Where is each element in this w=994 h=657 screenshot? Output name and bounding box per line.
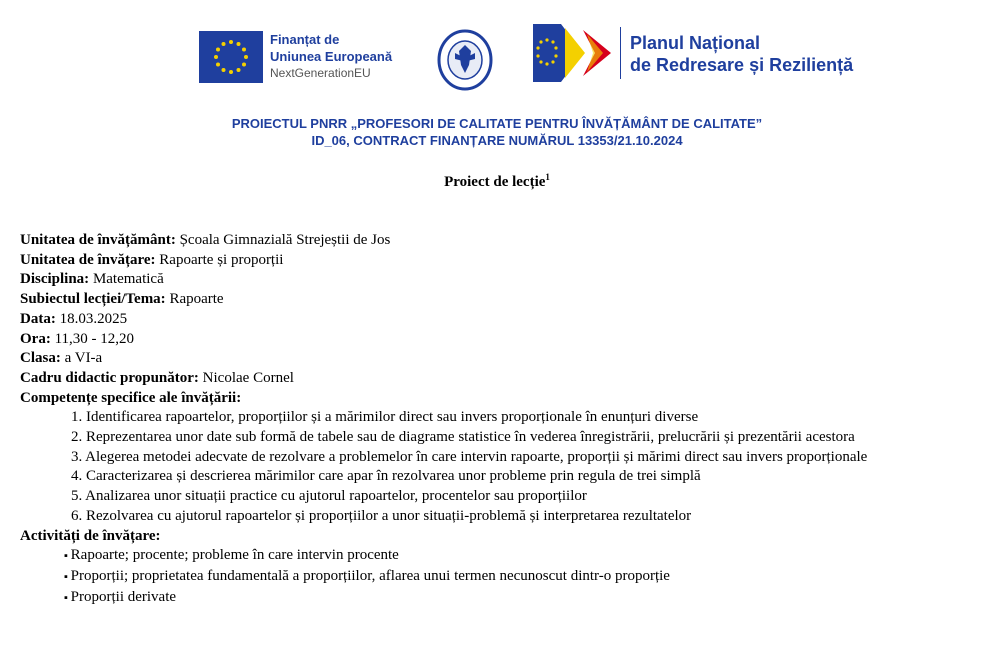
field-label: Ora:	[20, 330, 51, 347]
eu-line2: Uniunea Europeană	[270, 49, 393, 64]
activity-item: ▪ Proporții derivate	[20, 588, 980, 609]
competency-item: 3. Alegerea metodei adecvate de rezolvare a problemelor în care intervin rapoarte, proporții și mărimi direct sau invers proporționale	[71, 448, 868, 465]
eu-line3: NextGenerationEU	[270, 66, 371, 80]
field-label: Unitatea de învățare:	[20, 251, 156, 268]
header-logos	[0, 0, 994, 100]
project-line1: PROIECTUL PNRR „PROFESORI DE CALITATE PENTRU ÎNVĂȚĂMÂNT DE CALITATE”	[231, 116, 763, 131]
field-subject	[20, 290, 980, 310]
competency-item: 1. Identificarea rapoartelor, proporțiilor și a mărimilor direct sau invers proporționale în enunțuri diverse	[71, 409, 699, 426]
field-value: Rapoarte	[165, 291, 224, 308]
field-value: Rapoarte și proporții	[155, 251, 284, 268]
competencies-list	[20, 408, 980, 526]
project-line2: ID_06, CONTRACT FINANȚARE NUMĂRUL 13353/21.10.2024	[311, 133, 683, 148]
field-label: Data:	[20, 310, 56, 327]
field-label: Subiectul lecției/Tema:	[20, 291, 166, 308]
field-class	[20, 349, 980, 369]
field-value: Matematică	[89, 271, 164, 288]
competency-item: 6. Rezolvarea cu ajutorul rapoartelor și proporțiilor a unor situații-problemă și interpretarea rezultatelor	[71, 507, 692, 524]
field-date	[20, 310, 980, 330]
field-label: Clasa:	[20, 350, 61, 367]
competency-item: 2. Reprezentarea unor date sub formă de tabele sau de diagrame statistice în vederea înregistrării, prelucrării și prezentării acestora	[71, 429, 855, 446]
competencies-heading: Competențe specifice ale învățării:	[20, 389, 242, 406]
field-school	[20, 231, 980, 251]
activity-item: ▪ Proporții; proprietatea fundamentală a proporțiilor, aflarea unui termen necunoscut dintr-o proporție	[20, 567, 980, 588]
field-discipline	[20, 270, 980, 290]
government-seal-icon	[437, 29, 493, 91]
pnrr-logo-icon	[533, 24, 618, 82]
field-value: a VI-a	[60, 350, 103, 367]
field-label: Disciplina:	[20, 271, 90, 288]
competency-item: 4. Caracterizarea și descrierea mărimilor care apar în rezolvarea unor probleme prin regula de trei simplă	[71, 468, 701, 485]
project-title	[0, 115, 994, 149]
field-unit	[20, 251, 980, 271]
document-title	[0, 172, 994, 191]
field-teacher	[20, 369, 980, 389]
lesson-details	[20, 231, 980, 608]
activities-heading: Activități de învățare:	[20, 527, 161, 544]
eu-line1: Finanțat de	[270, 32, 340, 47]
pnrr-line1: Planul Național	[630, 33, 761, 53]
competency-item: 5. Analizarea unor situații practice cu ajutorul rapoartelor, procentelor sau proporțiilor	[71, 488, 587, 505]
field-label: Cadru didactic propunător:	[20, 369, 199, 386]
eu-flag-icon	[199, 31, 263, 83]
field-value: 11,30 - 12,20	[50, 330, 135, 347]
pnrr-text	[630, 32, 853, 76]
pnrr-line2: de Redresare și Reziliență	[630, 55, 854, 75]
field-label: Unitatea de învățământ:	[20, 232, 176, 248]
pnrr-divider	[620, 27, 621, 79]
field-value: Școala Gimnazială Strejeștii de Jos	[175, 232, 391, 248]
eu-funding-text	[270, 31, 392, 82]
field-value: Nicolae Cornel	[198, 369, 294, 386]
activity-item: ▪ Rapoarte; procente; probleme în care intervin procente	[20, 546, 980, 567]
field-time	[20, 330, 980, 350]
field-value: 18.03.2025	[55, 310, 128, 327]
footnote-mark: 1	[545, 172, 550, 182]
activities-list	[20, 546, 980, 608]
document-title-text: Proiect de lecție	[444, 174, 546, 190]
